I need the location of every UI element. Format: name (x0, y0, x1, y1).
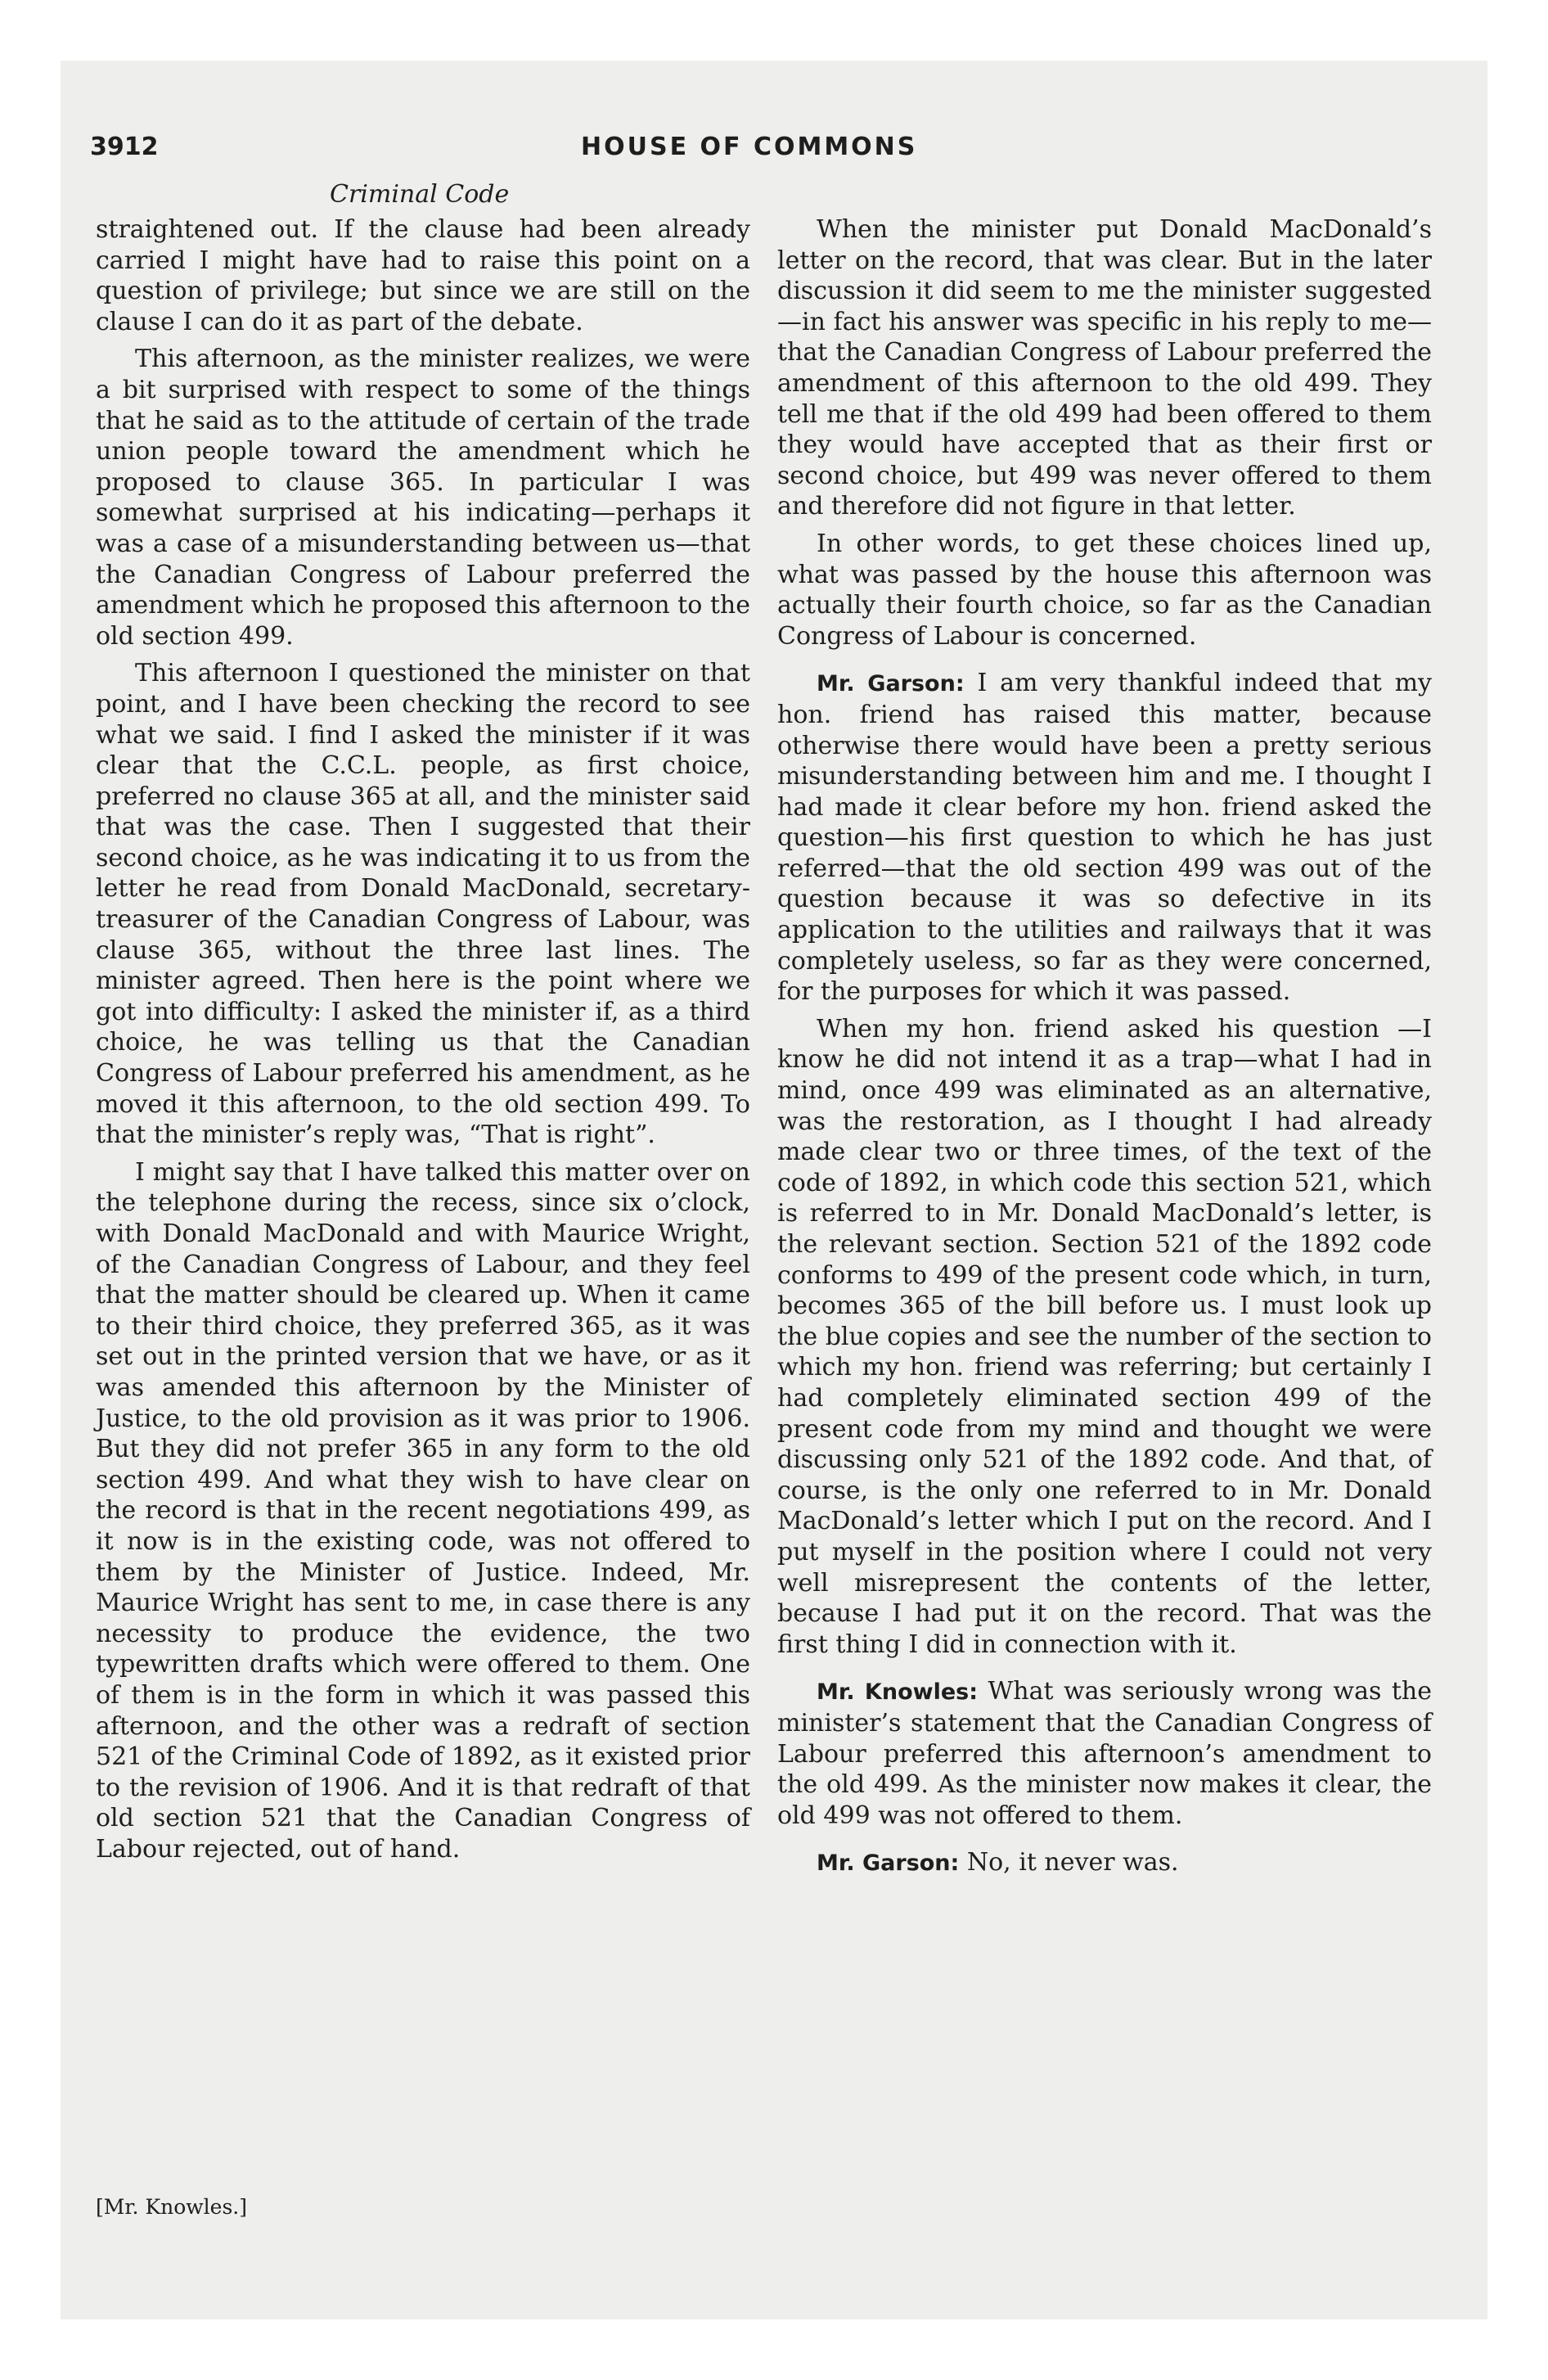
page-title: HOUSE OF COMMONS (581, 133, 918, 161)
speech-paragraph (777, 668, 1432, 1007)
spacer (777, 658, 1432, 668)
speech-paragraph (777, 1676, 1432, 1831)
spacer (777, 1666, 1432, 1676)
speech-text: No, it never was. (959, 1848, 1179, 1877)
speaker-name: Mr. Knowles: (817, 1679, 978, 1706)
spacer (777, 1837, 1432, 1847)
speaker-name: Mr. Garson: (817, 1850, 960, 1877)
speaker-name: Mr. Garson: (817, 671, 965, 697)
section-title: Criminal Code (330, 180, 510, 209)
paragraph: In other words, to get these choices lined up, what was passed by the house this afternoon was actually their fourth choice, so far as the Canadian Congress of Labour is concerned. (777, 529, 1432, 651)
paragraph: When my hon. friend asked his question —I know he did not intend it as a trap—what I had in mind, once 499 was eliminated as an alternative, was the restoration, as I thought I had already made clear two or three times, of the text of the code of 1892, in which code this section 521, which is referred to in Mr. Donald MacDonald’s letter, is the relevant section. Section 521 of the 1892 code conforms to 499 of the present code which, in turn, becomes 365 of the bill before us. I must look up the blue copies and see the number of the section to which my hon. friend was referring; but certainly I had completely eliminated section 499 of the present code from my mind and thought we were discussing only 521 of the 1892 code. And that, of course, is the only one referred to in Mr. Donald MacDonald’s letter which I put on the record. And I put myself in the position where I could not very well misrepresent the contents of the letter, because I had put it on the record. That was the first thing I did in connection with it. (777, 1014, 1432, 1659)
paragraph: This afternoon I questioned the minister on that point, and I have been checking the record to see what we said. I find I asked the minister if it was clear that the C.C.L. people, as first choice, preferred no clause 365 at all, and the minister said that was the case. Then I suggested that their second choice, as he was indicating it to us from the letter he read from Donald MacDonald, secretary-treasurer of the Canadian Congress of Labour, was clause 365, without the three last lines. The minister agreed. Then here is the point where we got into difficulty: I asked the minister if, as a third choice, he was telling us that the Canadian Congress of Labour preferred his amendment, as he moved it this afternoon, to the old section 499. To that the minister’s reply was, “That is right”. (96, 659, 750, 1150)
right-column (777, 214, 1432, 1886)
left-column (96, 214, 750, 1871)
speech-text: I am very thankful indeed that my hon. friend has raised this matter, because otherwise there would have been a pretty serious misunderstanding between him and me. I thought I had made it clear before my hon. friend asked the question—his first question to which he has just referred—that the old section 499 was out of the question because it was so defective in its application to the utilities and railways that it was completely useless, so far as they were concerned, for the purposes for which it was passed. (777, 669, 1433, 1007)
speech-text: What was seriously wrong was the minister’s statement that the Canadian Congress of Labour preferred this afternoon’s amendment to the old 499. As the minister now makes it clear, the old 499 was not offered to them. (777, 1677, 1432, 1830)
paragraph: I might say that I have talked this matter over on the telephone during the recess, since six o’clock, with Donald MacDonald and with Maurice Wright, of the Canadian Congress of Labour, and they feel that the matter should be cleared up. When it came to their third choice, they preferred 365, as it was set out in the printed version that we have, or as it was amended this afternoon by the Minister of Justice, to the old provision as it was prior to 1906. But they did not prefer 365 in any form to the old section 499. And what they wish to have clear on the record is that in the recent negotiations 499, as it now is in the existing code, was not offered to them by the Minister of Justice. Indeed, Mr. Maurice Wright has sent to me, in case there is any necessity to produce the evidence, the two typewritten drafts which were offered to them. One of them is in the form in which it was passed this afternoon, and the other was a redraft of section 521 of the Criminal Code of 1892, as it existed prior to the revision of 1906. And it is that redraft of that old section 521 that the Canadian Congress of Labour rejected, out of hand. (96, 1157, 750, 1864)
speaker-attribution: [Mr. Knowles.] (96, 2195, 247, 2219)
paragraph: When the minister put Donald MacDonald’s letter on the record, that was clear. But in the later discussion it did seem to me the minister suggested—in fact his answer was specific in his reply to me—that the Canadian Congress of Labour preferred the amendment of this afternoon to the old 499. They tell me that if the old 499 had been offered to them they would have accepted that as their first or second choice, but 499 was never offered to them and therefore did not figure in that letter. (777, 215, 1432, 521)
paragraph: This afternoon, as the minister realizes, we were a bit surprised with respect to some of the things that he said as to the attitude of certain of the trade union people toward the amendment which he proposed to clause 365. In particular I was somewhat surprised at his indicating—perhaps it was a case of a misunderstanding between us—that the Canadian Congress of Labour preferred the amendment which he proposed this afternoon to the old section 499. (96, 345, 750, 651)
speech-paragraph (777, 1847, 1432, 1879)
running-head (90, 133, 1489, 174)
paragraph: straightened out. If the clause had been already carried I might have had to raise this point on a question of privilege; but since we are still on the clause I can do it as part of the debate. (96, 215, 750, 336)
page-number: 3912 (90, 133, 159, 161)
